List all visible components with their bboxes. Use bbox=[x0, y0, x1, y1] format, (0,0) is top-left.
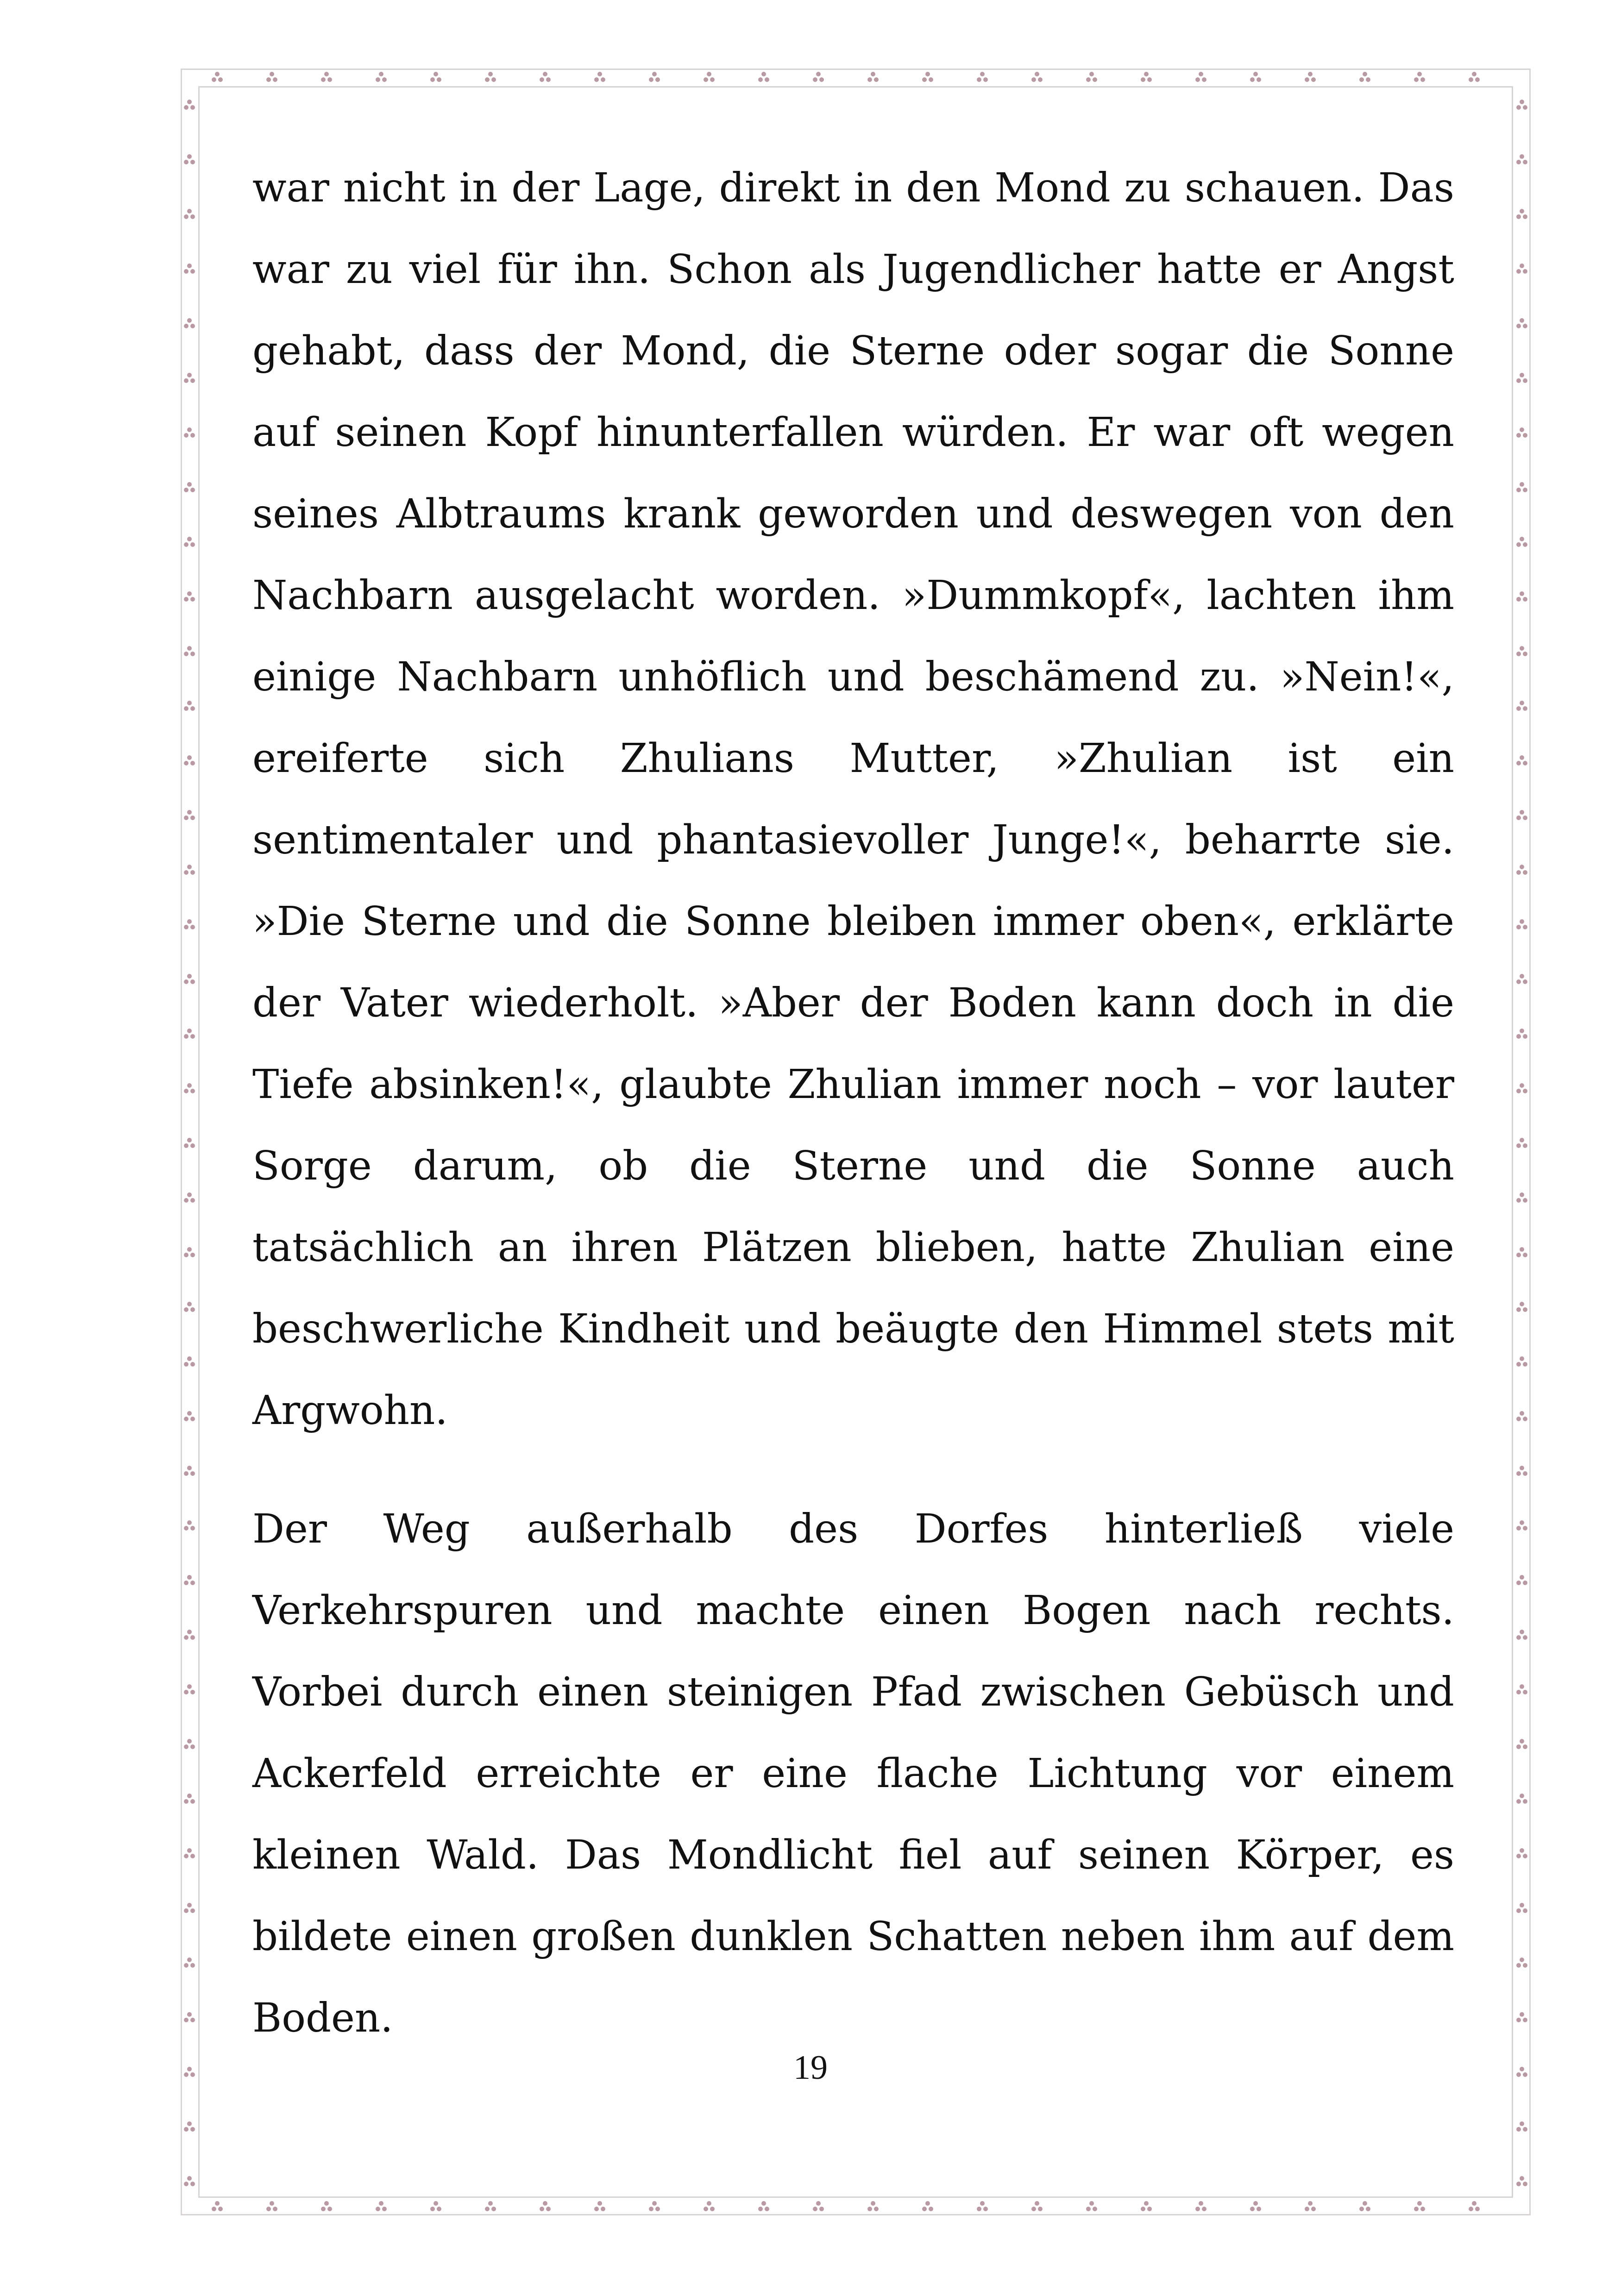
ornament-dot-icon bbox=[867, 2201, 879, 2211]
ornament-dot-icon bbox=[1516, 865, 1527, 875]
ornament-dot-icon bbox=[485, 72, 496, 82]
ornament-dot-icon bbox=[1516, 1138, 1527, 1148]
ornament-dot-icon bbox=[1516, 1957, 1527, 1968]
ornament-dot-icon bbox=[184, 810, 195, 820]
ornament-dot-icon bbox=[376, 72, 387, 82]
page-number: 19 bbox=[793, 2049, 828, 2087]
ornament-dot-icon bbox=[1516, 1083, 1527, 1093]
ornament-dot-icon bbox=[758, 2201, 769, 2211]
ornament-dot-icon bbox=[1031, 72, 1043, 82]
ornament-dot-icon bbox=[184, 1848, 195, 1858]
ornament-dot-icon bbox=[184, 2176, 195, 2186]
ornament-dot-icon bbox=[1469, 2201, 1480, 2211]
ornament-dot-icon bbox=[1516, 810, 1527, 820]
ornament-dot-icon bbox=[184, 100, 195, 110]
ornament-dot-icon bbox=[540, 72, 551, 82]
ornament-dot-icon bbox=[1516, 1684, 1527, 1694]
ornament-dot-icon bbox=[485, 2201, 496, 2211]
ornament-dot-icon bbox=[184, 209, 195, 219]
ornament-dot-icon bbox=[1516, 2176, 1527, 2186]
ornament-dot-icon bbox=[1086, 2201, 1097, 2211]
ornament-dot-icon bbox=[430, 2201, 441, 2211]
ornament-dot-icon bbox=[1414, 2201, 1425, 2211]
ornament-dot-icon bbox=[376, 2201, 387, 2211]
ornament-dot-icon bbox=[184, 919, 195, 929]
ornament-dot-icon bbox=[813, 2201, 824, 2211]
ornament-dot-icon bbox=[184, 1138, 195, 1148]
ornament-dot-icon bbox=[1516, 1794, 1527, 1804]
ornament-dot-icon bbox=[1141, 2201, 1152, 2211]
ornament-dot-icon bbox=[977, 2201, 988, 2211]
ornament-dot-icon bbox=[1516, 1411, 1527, 1421]
ornament-dot-icon bbox=[184, 701, 195, 711]
ornament-dot-icon bbox=[184, 755, 195, 765]
ornament-dot-icon bbox=[1086, 72, 1097, 82]
ornament-dot-icon bbox=[184, 1029, 195, 1039]
ornament-dot-icon bbox=[1516, 2012, 1527, 2022]
ornament-dot-icon bbox=[758, 72, 769, 82]
ornament-dot-icon bbox=[1516, 1903, 1527, 1913]
ornament-dot-icon bbox=[1469, 72, 1480, 82]
ornament-dot-icon bbox=[184, 1575, 195, 1585]
ornament-dot-icon bbox=[922, 2201, 933, 2211]
ornament-dot-icon bbox=[1516, 1192, 1527, 1203]
ornament-dot-icon bbox=[1516, 2121, 1527, 2132]
ornament-dot-icon bbox=[1305, 72, 1316, 82]
ornament-dot-icon bbox=[184, 1630, 195, 1640]
ornament-dot-icon bbox=[1516, 1466, 1527, 1476]
ornament-dot-icon bbox=[594, 72, 605, 82]
ornament-dot-icon bbox=[1195, 72, 1206, 82]
ornament-dot-icon bbox=[867, 72, 879, 82]
ornament-dot-icon bbox=[1516, 482, 1527, 492]
ornament-dot-icon bbox=[184, 427, 195, 438]
ornament-dot-icon bbox=[1516, 318, 1527, 328]
ornament-dot-icon bbox=[1031, 2201, 1043, 2211]
ornament-dot-icon bbox=[1516, 1356, 1527, 1367]
ornament-dot-icon bbox=[184, 263, 195, 274]
ornament-dot-icon bbox=[184, 646, 195, 656]
ornament-dot-icon bbox=[1414, 72, 1425, 82]
ornament-dot-icon bbox=[321, 2201, 332, 2211]
ornament-dot-icon bbox=[321, 72, 332, 82]
ornament-dot-icon bbox=[184, 1083, 195, 1093]
ornament-dot-icon bbox=[212, 72, 223, 82]
ornament-dot-icon bbox=[184, 1192, 195, 1203]
ornament-dot-icon bbox=[1516, 755, 1527, 765]
ornament-dot-icon bbox=[922, 72, 933, 82]
ornament-dot-icon bbox=[212, 2201, 223, 2211]
ornament-dot-icon bbox=[649, 72, 660, 82]
ornament-dot-icon bbox=[266, 2201, 277, 2211]
ornament-dot-icon bbox=[184, 154, 195, 164]
ornament-dot-icon bbox=[1516, 427, 1527, 438]
ornament-dot-icon bbox=[184, 2121, 195, 2132]
ornament-dot-icon bbox=[1141, 72, 1152, 82]
ornament-dot-icon bbox=[266, 72, 277, 82]
ornament-dot-icon bbox=[1305, 2201, 1316, 2211]
ornament-dot-icon bbox=[184, 974, 195, 984]
ornament-dot-icon bbox=[184, 1794, 195, 1804]
body-text bbox=[252, 147, 1454, 2059]
ornament-dot-icon bbox=[184, 537, 195, 547]
ornament-dot-icon bbox=[1516, 100, 1527, 110]
ornament-dot-icon bbox=[1516, 1575, 1527, 1585]
ornament-dot-icon bbox=[594, 2201, 605, 2211]
ornament-dot-icon bbox=[1516, 1302, 1527, 1312]
ornament-dot-icon bbox=[430, 72, 441, 82]
ornament-dot-icon bbox=[1359, 72, 1370, 82]
ornament-dot-icon bbox=[1516, 1739, 1527, 1749]
ornament-dot-icon bbox=[1250, 72, 1261, 82]
ornament-dot-icon bbox=[184, 1466, 195, 1476]
ornament-dot-icon bbox=[184, 1247, 195, 1257]
ornament-dot-icon bbox=[1359, 2201, 1370, 2211]
ornament-dot-icon bbox=[1516, 591, 1527, 602]
ornament-dot-icon bbox=[1516, 209, 1527, 219]
ornament-dot-icon bbox=[1195, 2201, 1206, 2211]
paragraph-1: war nicht in der Lage, direkt in den Mond zu schauen. Das war zu viel für ihn. Schon als Jugendlicher hatte er Angst gehabt, dass der Mond, die Sterne oder sogar die Sonne auf seinen Kopf hinunterfallen würden. Er war oft wegen seines Albtraums krank geworden und deswegen von den Nachbarn ausgelacht worden. »Dummkopf«, lachten ihm einige Nachbarn unhöflich und beschämend zu. »Nein!«, ereiferte sich Zhulians Mutter, »Zhulian ist ein sentimentaler und phantasievoller Junge!«, beharrte sie. »Die Sterne und die Sonne bleiben immer oben«, erklärte der Vater wiederholt. »Aber der Boden kann doch in die Tiefe absinken!«, glaubte Zhulian immer noch – vor lauter Sorge darum, ob die Sterne und die Sonne auch tatsächlich an ihren Plätzen blieben, hatte Zhulian eine beschwerliche Kindheit und beäugte den Himmel stets mit Argwohn. bbox=[252, 165, 1454, 1434]
ornament-dot-icon bbox=[704, 2201, 715, 2211]
ornament-dot-icon bbox=[184, 373, 195, 383]
ornament-dot-icon bbox=[184, 591, 195, 602]
ornament-dot-icon bbox=[184, 1411, 195, 1421]
ornament-dot-icon bbox=[704, 72, 715, 82]
ornament-dot-icon bbox=[184, 1302, 195, 1312]
ornament-dot-icon bbox=[813, 72, 824, 82]
ornament-dot-icon bbox=[1250, 2201, 1261, 2211]
ornament-dot-icon bbox=[1516, 974, 1527, 984]
ornament-dot-icon bbox=[649, 2201, 660, 2211]
ornament-dot-icon bbox=[184, 1957, 195, 1968]
ornament-dot-icon bbox=[1516, 1848, 1527, 1858]
ornament-dot-icon bbox=[184, 1739, 195, 1749]
ornament-dot-icon bbox=[1516, 263, 1527, 274]
ornament-dot-icon bbox=[540, 2201, 551, 2211]
ornament-dot-icon bbox=[184, 1356, 195, 1367]
ornament-dot-icon bbox=[184, 1520, 195, 1531]
ornament-dot-icon bbox=[184, 482, 195, 492]
ornament-dot-icon bbox=[184, 1903, 195, 1913]
ornament-dot-icon bbox=[1516, 1029, 1527, 1039]
paragraph-2: Der Weg außerhalb des Dorfes hinterließ viele Verkehrspuren und machte einen Bogen nach rechts. Vorbei durch einen steinigen Pfad zwischen Gebüsch und Ackerfeld erreichte er eine flache Lichtung vor einem kleinen Wald. Das Mondlicht fiel auf seinen Körper, es bildete einen großen dunklen Schatten neben ihm auf dem Boden. bbox=[252, 1506, 1454, 2041]
ornament-dot-icon bbox=[1516, 537, 1527, 547]
ornament-dot-icon bbox=[184, 865, 195, 875]
ornament-dot-icon bbox=[1516, 1247, 1527, 1257]
ornament-dot-icon bbox=[1516, 373, 1527, 383]
ornament-dot-icon bbox=[1516, 1520, 1527, 1531]
ornament-dot-icon bbox=[1516, 919, 1527, 929]
ornament-dot-icon bbox=[1516, 1630, 1527, 1640]
ornament-dot-icon bbox=[184, 318, 195, 328]
ornament-dot-icon bbox=[1516, 154, 1527, 164]
ornament-dot-icon bbox=[1516, 701, 1527, 711]
ornament-dot-icon bbox=[977, 72, 988, 82]
ornament-dot-icon bbox=[1516, 646, 1527, 656]
ornament-dot-icon bbox=[184, 2012, 195, 2022]
ornament-dot-icon bbox=[184, 1684, 195, 1694]
